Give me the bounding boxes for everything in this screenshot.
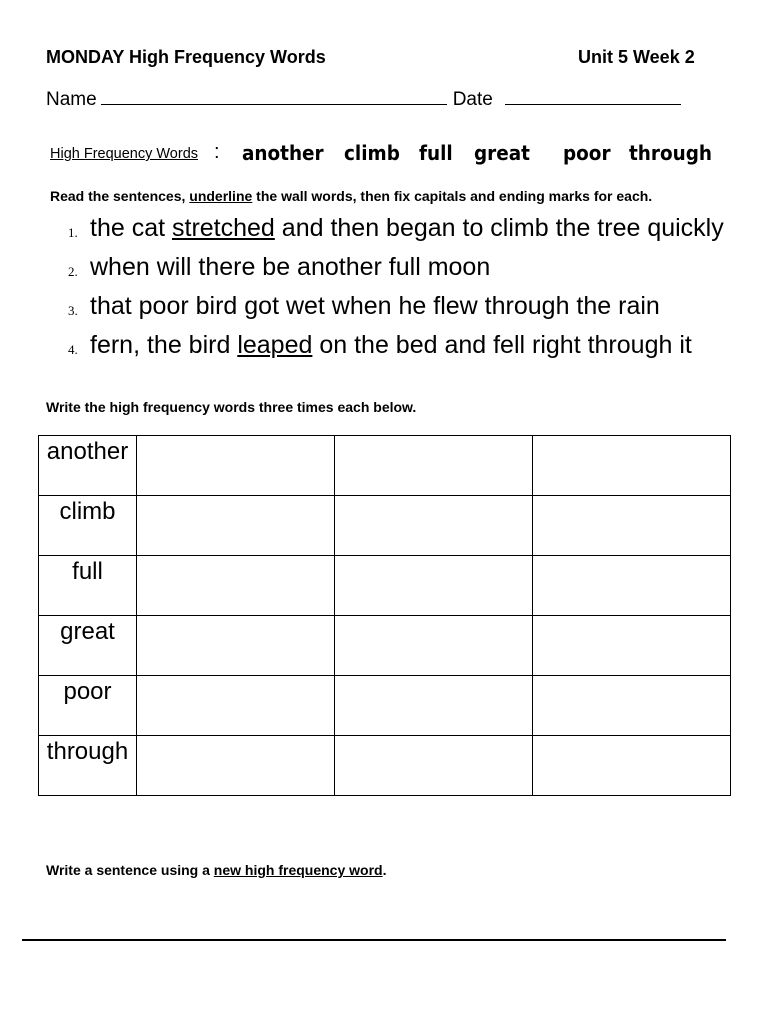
write-sentence-underline: new high frequency word: [213, 862, 383, 878]
hf-word-poor: poor: [563, 141, 611, 165]
hf-word-through: through: [629, 141, 712, 165]
writing-cell[interactable]: [137, 616, 335, 676]
table-row: [39, 736, 731, 796]
row-word: climb: [39, 496, 137, 556]
sentence-item: [68, 328, 758, 367]
sentence-part: fern, the bird: [90, 331, 238, 359]
high-frequency-colon: :: [214, 141, 220, 163]
writing-cell[interactable]: [335, 676, 533, 736]
writing-cell[interactable]: [137, 556, 335, 616]
writing-cell[interactable]: [137, 676, 335, 736]
sentence-part: the cat: [90, 214, 172, 242]
writing-cell[interactable]: [533, 496, 731, 556]
read-instructions-underline: underline: [189, 188, 253, 204]
sentence-text: [90, 253, 490, 282]
row-word: great: [39, 616, 137, 676]
row-word: through: [39, 736, 137, 796]
hf-word-another: another: [242, 141, 324, 165]
sentence-item: [68, 211, 758, 250]
row-word: another: [39, 436, 137, 496]
sentence-part: and then began to climb the tree quickly: [274, 214, 724, 242]
sentence-number: 3.: [68, 303, 78, 318]
sentence-number: 1.: [68, 225, 78, 240]
sentence-answer-line[interactable]: [22, 939, 726, 941]
row-word: poor: [39, 676, 137, 736]
hf-word-great: great: [474, 141, 530, 165]
hf-word-full: full: [419, 141, 453, 165]
sentence-text: [90, 331, 692, 360]
write-sentence-text-1: Write a sentence using a: [46, 862, 214, 878]
name-date-line: [46, 88, 681, 111]
date-field[interactable]: [505, 88, 681, 105]
row-word: full: [39, 556, 137, 616]
writing-cell[interactable]: [335, 556, 533, 616]
table-row: [39, 676, 731, 736]
sentence-item: [68, 250, 758, 289]
table-row: [39, 616, 731, 676]
sentence-underlined-word: leaped: [237, 331, 313, 359]
writing-cell[interactable]: [137, 436, 335, 496]
name-label: Name: [46, 89, 97, 110]
sentence-text: [90, 214, 724, 243]
write-sentence-text-2: .: [382, 862, 387, 878]
writing-cell[interactable]: [533, 736, 731, 796]
hf-word-climb: climb: [344, 141, 400, 165]
date-label: Date: [452, 89, 493, 110]
writing-cell[interactable]: [335, 436, 533, 496]
sentence-part: when will there be another full moon: [90, 253, 491, 281]
table-row: [39, 436, 731, 496]
name-field[interactable]: [101, 88, 447, 105]
table-row: [39, 496, 731, 556]
page-title: MONDAY High Frequency Words: [46, 47, 326, 67]
write-three-times-instructions: Write the high frequency words three times each below.: [46, 399, 417, 415]
sentence-number: 2.: [68, 264, 78, 279]
writing-cell[interactable]: [335, 616, 533, 676]
writing-cell[interactable]: [137, 736, 335, 796]
high-frequency-label: High Frequency Words: [50, 146, 199, 162]
table-row: [39, 556, 731, 616]
writing-cell[interactable]: [533, 616, 731, 676]
sentence-item: [68, 289, 758, 328]
writing-cell[interactable]: [533, 676, 731, 736]
read-instructions: [50, 188, 652, 204]
read-instructions-text-1: Read the sentences,: [50, 188, 190, 204]
unit-week-label: Unit 5 Week 2: [578, 47, 695, 67]
sentence-part: that poor bird got wet when he flew through the rain: [90, 292, 660, 320]
writing-cell[interactable]: [335, 496, 533, 556]
sentence-number: 4.: [68, 342, 78, 357]
writing-cell[interactable]: [533, 436, 731, 496]
writing-cell[interactable]: [533, 556, 731, 616]
practice-table: [38, 435, 731, 796]
sentence-underlined-word: stretched: [172, 214, 275, 242]
writing-cell[interactable]: [335, 736, 533, 796]
write-sentence-instructions: [46, 862, 386, 878]
sentence-text: [90, 292, 660, 321]
read-instructions-text-2: the wall words, then fix capitals and ending marks for each.: [252, 188, 653, 204]
writing-cell[interactable]: [137, 496, 335, 556]
sentence-list: [68, 211, 758, 367]
sentence-part: on the bed and fell right through it: [312, 331, 692, 359]
